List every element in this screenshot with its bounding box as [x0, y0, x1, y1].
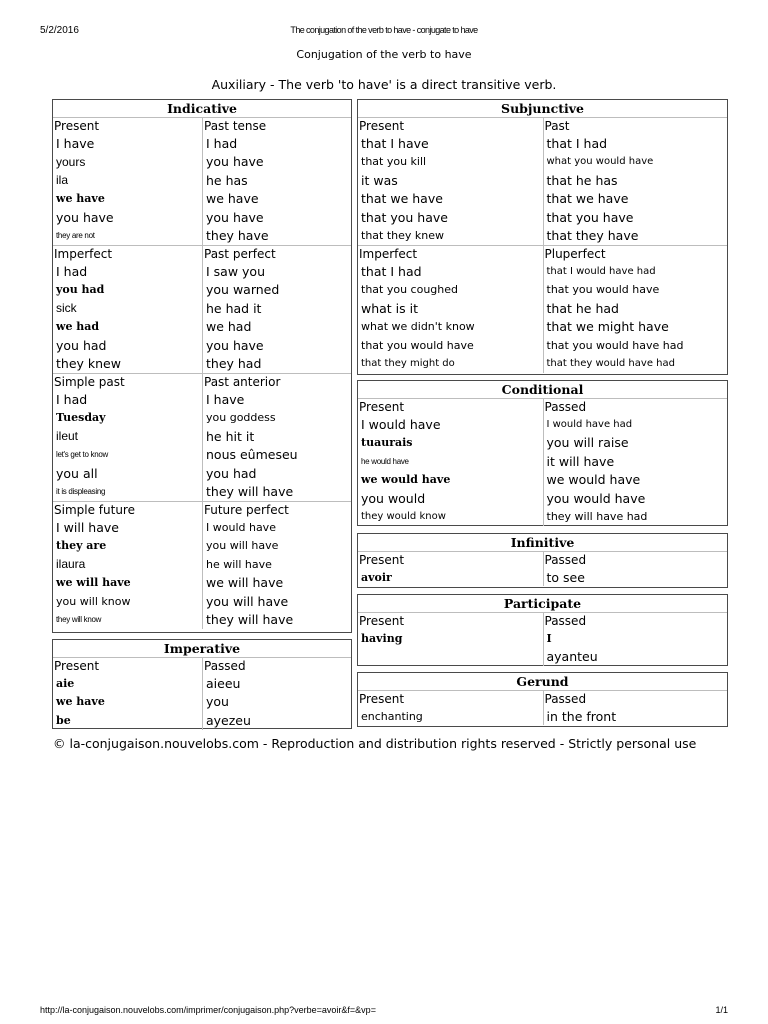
verb-form: you will have — [206, 539, 279, 553]
subjunctive-tense-group — [358, 246, 727, 373]
verb-form: you — [206, 694, 229, 710]
verb-form: I saw you — [206, 263, 265, 279]
tense-name: Past perfect — [204, 247, 276, 261]
indicative-tense-group — [53, 246, 351, 374]
indicative-tense-group — [53, 374, 351, 502]
indicative-tense-group — [53, 118, 351, 246]
tense-column — [202, 118, 351, 245]
tense-name: Imperfect — [359, 247, 418, 261]
verb-form: you goddess — [206, 411, 276, 425]
verb-form: it was — [361, 172, 398, 188]
verb-form: I had — [56, 391, 88, 407]
verb-form: what you would have — [546, 156, 654, 168]
verb-form: he hit it — [206, 428, 255, 444]
verb-form: I have — [206, 391, 245, 407]
verb-form: we would have — [361, 473, 451, 487]
print-date: 5/2/2016 — [40, 25, 79, 36]
verb-form: to see — [546, 569, 585, 585]
verb-form: I — [546, 631, 552, 645]
infinitive-table — [357, 533, 728, 588]
tense-column — [53, 374, 202, 501]
tense-name: Simple future — [54, 503, 135, 517]
verb-form: that he had — [546, 300, 619, 316]
verb-form: that you would have — [361, 338, 474, 352]
tense-name: Past tense — [204, 119, 267, 133]
verb-form: that I had — [546, 135, 608, 151]
tense-column — [543, 691, 728, 725]
verb-form: that they would have had — [546, 358, 675, 370]
verb-form: he will have — [206, 557, 272, 571]
source-url: http://la-conjugaison.nouvelobs.com/imprimer/conjugaison.php?verbe=avoir&f=&vp= — [40, 1005, 376, 1015]
verb-form: be — [56, 713, 71, 727]
conditional-title: Conditional — [358, 381, 727, 399]
gerund-tense-group — [358, 691, 727, 725]
subjunctive-table — [357, 99, 728, 375]
verb-form: that you coughed — [361, 283, 458, 297]
verb-form: we have — [56, 192, 105, 206]
tense-name: Present — [359, 400, 405, 414]
verb-form: they have — [206, 228, 269, 244]
participle-table — [357, 594, 728, 666]
verb-form: you have — [206, 154, 264, 170]
tense-name: Imperfect — [54, 247, 113, 261]
verb-form: we would have — [546, 472, 641, 488]
tense-column — [202, 658, 351, 730]
verb-form: we had — [56, 320, 100, 334]
tense-name: Present — [359, 553, 405, 567]
verb-form: ila — [56, 173, 69, 188]
verb-form: I will have — [56, 519, 119, 535]
verb-form: they would know — [361, 511, 446, 523]
imperative-title: Imperative — [53, 640, 351, 658]
verb-form: I would have had — [546, 418, 633, 430]
verb-form: they are not — [56, 231, 95, 241]
tense-column — [543, 246, 728, 373]
tense-name: Simple past — [54, 375, 125, 389]
tense-name: Present — [54, 659, 100, 673]
tense-column — [53, 658, 202, 730]
participle-title: Participate — [358, 595, 727, 613]
verb-form: they will know — [56, 615, 102, 625]
conditional-tense-group — [358, 399, 727, 526]
verb-form: what we didn't know — [361, 320, 475, 334]
verb-form: they had — [206, 356, 262, 372]
imperative-table — [52, 639, 352, 729]
verb-form: avoir — [361, 570, 392, 584]
verb-form: we have — [56, 695, 105, 709]
verb-form: sick — [56, 301, 77, 316]
verb-form: that you would have — [546, 283, 660, 297]
verb-form: you have — [206, 209, 264, 225]
gerund-title: Gerund — [358, 673, 727, 691]
verb-form: that you would have had — [546, 338, 684, 352]
verb-form: yours — [56, 154, 86, 169]
verb-form: you have — [206, 337, 264, 353]
verb-form: that they might do — [361, 358, 455, 370]
verb-form: they are — [56, 539, 107, 553]
verb-form: we will have — [206, 575, 284, 591]
verb-form: he has — [206, 172, 248, 188]
verb-form: that we have — [361, 191, 443, 207]
verb-form: you have — [56, 209, 114, 225]
tense-column — [202, 246, 351, 373]
copyright-notice: © la-conjugaison.nouvelobs.com - Reproduction and distribution rights reserved - Strictly personal use — [53, 736, 697, 751]
infinitive-tense-group — [358, 552, 727, 586]
verb-form: that you have — [361, 209, 448, 225]
tense-name: Past anterior — [204, 375, 281, 389]
verb-form: that I would have had — [546, 265, 656, 277]
indicative-tense-group — [53, 502, 351, 629]
tense-column — [202, 374, 351, 501]
tense-column — [53, 246, 202, 373]
verb-form: we will have — [56, 576, 131, 590]
tense-name: Passed — [544, 553, 587, 567]
verb-form: that we might have — [546, 319, 669, 335]
tense-name: Passed — [544, 614, 587, 628]
verb-form: you would — [361, 490, 426, 506]
verb-form: you had — [56, 337, 107, 353]
verb-form: I would have — [206, 520, 276, 534]
tense-name: Past — [544, 119, 570, 133]
verb-form: what is it — [361, 300, 419, 316]
tense-name: Future perfect — [204, 503, 289, 517]
verb-form: you would have — [546, 490, 646, 506]
verb-form: I had — [56, 263, 88, 279]
tense-column — [543, 399, 728, 526]
verb-form: ayezeu — [206, 712, 251, 728]
verb-form: we had — [206, 319, 252, 335]
tense-column — [358, 552, 543, 586]
verb-form: that they knew — [361, 229, 444, 243]
verb-form: that he has — [546, 172, 618, 188]
verb-form: they will have had — [546, 510, 648, 524]
tense-name: Passed — [204, 659, 246, 673]
verb-form: aie — [56, 676, 75, 690]
verb-form: in the front — [546, 708, 617, 724]
tense-column — [358, 399, 543, 526]
tense-column — [358, 691, 543, 725]
tense-name: Present — [359, 692, 405, 706]
verb-form: nous eûmeseu — [206, 447, 298, 463]
page-number: 1/1 — [715, 1005, 728, 1015]
tense-column — [358, 613, 543, 666]
verb-form: you will know — [56, 594, 131, 608]
tense-name: Present — [359, 614, 405, 628]
verb-form: having — [361, 631, 403, 645]
conditional-table — [357, 380, 728, 526]
tense-name: Passed — [544, 692, 587, 706]
verb-form: he had it — [206, 300, 262, 316]
tense-column — [543, 613, 728, 666]
verb-form: they knew — [56, 356, 121, 372]
indicative-title: Indicative — [53, 100, 351, 118]
subjunctive-tense-group — [358, 118, 727, 246]
tense-name: Present — [54, 119, 100, 133]
verb-form: he would have — [361, 456, 409, 466]
verb-form: they will have — [206, 612, 294, 628]
verb-form: you warned — [206, 282, 280, 298]
verb-form: that you kill — [361, 155, 427, 169]
tense-column — [358, 118, 543, 245]
verb-form: ayanteu — [546, 649, 598, 665]
verb-form: you will raise — [546, 435, 629, 451]
verb-form: aieeu — [206, 675, 241, 691]
verb-form: they will have — [206, 484, 294, 500]
verb-form: we have — [206, 191, 259, 207]
tense-column — [543, 552, 728, 586]
verb-form: tuaurais — [361, 436, 413, 450]
verb-form: that we have — [546, 191, 629, 207]
verb-form: you will have — [206, 593, 289, 609]
verb-form: let's get to know — [56, 450, 109, 460]
page-heading: Conjugation of the verb to have — [296, 48, 472, 61]
gerund-table — [357, 672, 728, 727]
verb-form: enchanting — [361, 709, 423, 723]
participle-tense-group — [358, 613, 727, 666]
subjunctive-title: Subjunctive — [358, 100, 727, 118]
verb-form: that you have — [546, 209, 634, 225]
tense-column — [53, 118, 202, 245]
tense-name: Passed — [544, 400, 587, 414]
verb-form: that I had — [361, 263, 422, 279]
verb-form: you all — [56, 465, 98, 481]
document-title: The conjugation of the verb to have - conjugate to have — [290, 25, 478, 35]
verb-form: ileut — [56, 429, 79, 444]
verb-form: ilaura — [56, 557, 86, 572]
verb-form: you had — [206, 465, 257, 481]
tense-column — [53, 502, 202, 629]
verb-form: it is displeasing — [56, 487, 106, 497]
tense-column — [202, 502, 351, 629]
verb-form: I have — [56, 135, 95, 151]
verb-form: that they have — [546, 228, 639, 244]
tense-name: Present — [359, 119, 405, 133]
indicative-table — [52, 99, 352, 633]
verb-form: I had — [206, 135, 238, 151]
tense-column — [358, 246, 543, 373]
verb-form: you had — [56, 283, 105, 297]
verb-form: that I have — [361, 135, 429, 151]
imperative-tense-group — [53, 658, 351, 730]
auxiliary-note: Auxiliary - The verb 'to have' is a direct transitive verb. — [211, 77, 557, 92]
verb-form: Tuesday — [56, 411, 106, 425]
tense-name: Pluperfect — [544, 247, 606, 261]
tense-column — [543, 118, 728, 245]
verb-form: I would have — [361, 416, 441, 432]
infinitive-title: Infinitive — [358, 534, 727, 552]
verb-form: it will have — [546, 453, 615, 469]
